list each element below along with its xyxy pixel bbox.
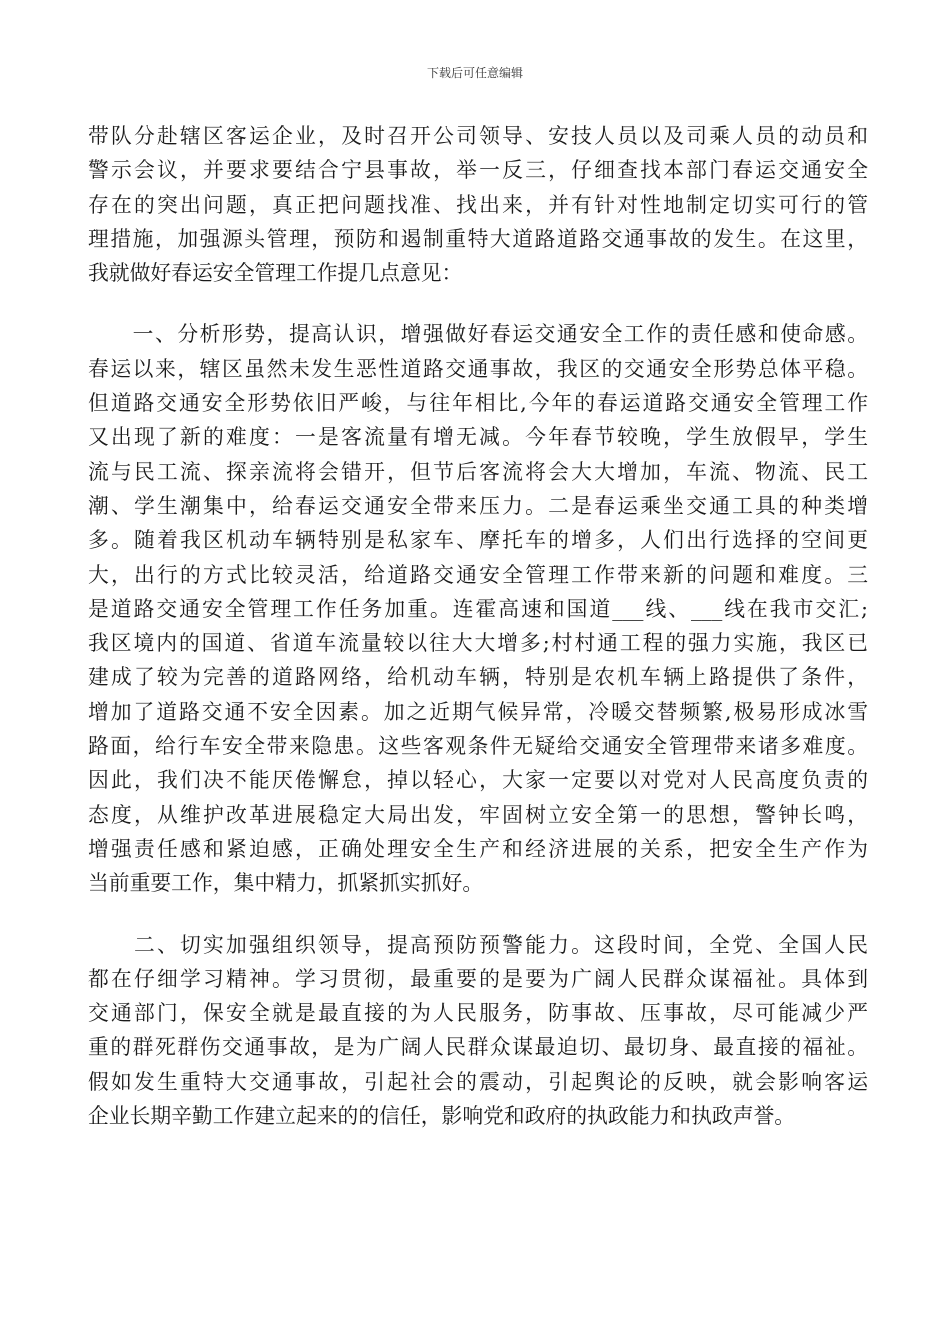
document-body <box>88 119 868 1133</box>
paragraph <box>88 119 868 290</box>
text-line: 二、切实加强组织领导，提高预防预警能力。这段时间，全党、全国人民 <box>88 932 868 957</box>
text-line: 警示会议，并要求要结合宁县事故，举一反三，仔细查找本部门春运交通安全 <box>88 158 868 183</box>
text-line: 交通部门，保安全就是最直接的为人民服务，防事故、压事故，尽可能减少严 <box>88 1001 868 1026</box>
page-header: 下载后可任意编辑 <box>426 66 523 80</box>
text-line: 流与民工流、探亲流将会错开，但节后客流将会大大增加，车流、物流、民工 <box>88 459 868 484</box>
text-line: 重的群死群伤交通事故，是为广阔人民群众谋最迫切、最切身、最直接的福祉。 <box>88 1035 868 1060</box>
text-line: 企业长期辛勤工作建立起来的的信任，影响党和政府的执政能力和执政声誉。 <box>88 1104 796 1129</box>
text-line: 带队分赴辖区客运企业，及时召开公司领导、安技人员以及司乘人员的动员和 <box>88 124 868 148</box>
text-line: 建成了较为完善的道路网络，给机动车辆，特别是农机车辆上路提供了条件， <box>88 665 868 690</box>
paragraph <box>88 928 868 1134</box>
text-line: 都在仔细学习精神。学习贯彻，最重要的是要为广阔人民群众谋福祉。具体到 <box>88 966 868 991</box>
paragraph <box>88 317 868 900</box>
text-line: 态度，从维护改革进展稳定大局出发，牢固树立安全第一的思想，警钟长鸣， <box>88 802 868 827</box>
text-line: 又出现了新的难度：一是客流量有增无减。今年春节较晚，学生放假早，学生 <box>88 425 868 450</box>
text-line: 一、分析形势，提高认识，增强做好春运交通安全工作的责任感和使命感。 <box>88 322 868 347</box>
text-line: 增加了道路交通不安全因素。加之近期气候异常，冷暖交替频繁,极易形成冰雪 <box>88 699 868 724</box>
text-line: 但道路交通安全形势依旧严峻，与往年相比,今年的春运道路交通安全管理工作 <box>88 391 868 416</box>
text-line: 潮、学生潮集中，给春运交通安全带来压力。二是春运乘坐交通工具的种类增 <box>88 493 868 518</box>
text-line: 当前重要工作，集中精力，抓紧抓实抓好。 <box>88 871 484 896</box>
text-line: 路面，给行车安全带来隐患。这些客观条件无疑给交通安全管理带来诸多难度。 <box>88 734 868 759</box>
text-line: 多。随着我区机动车辆特别是私家车、摩托车的增多，人们出行选择的空间更 <box>88 528 868 553</box>
text-line: 春运以来，辖区虽然未发生恶性道路交通事故，我区的交通安全形势总体平稳。 <box>88 356 868 381</box>
text-line: 我就做好春运安全管理工作提几点意见： <box>88 261 463 286</box>
text-line: 理措施，加强源头管理，预防和遏制重特大道路道路交通事故的发生。在这里， <box>88 226 868 251</box>
text-line: 假如发生重特大交通事故，引起社会的震动，引起舆论的反映，就会影响客运 <box>88 1069 868 1094</box>
text-line: 增强责任感和紧迫感，正确处理安全生产和经济进展的关系，把安全生产作为 <box>88 836 868 861</box>
text-line: 存在的突出问题，真正把问题找准、找出来，并有针对性地制定切实可行的管 <box>88 192 868 217</box>
text-line: 我区境内的国道、省道车流量较以往大大增多;村村通工程的强力实施，我区已 <box>88 631 868 656</box>
text-line: 大，出行的方式比较灵活，给道路交通安全管理工作带来新的问题和难度。三 <box>88 562 868 587</box>
text-line: 是道路交通安全管理工作任务加重。连霍高速和国道___线、___线在我市交汇; <box>88 596 868 621</box>
text-line: 因此，我们决不能厌倦懈怠，掉以轻心，大家一定要以对党对人民高度负责的 <box>88 768 868 793</box>
